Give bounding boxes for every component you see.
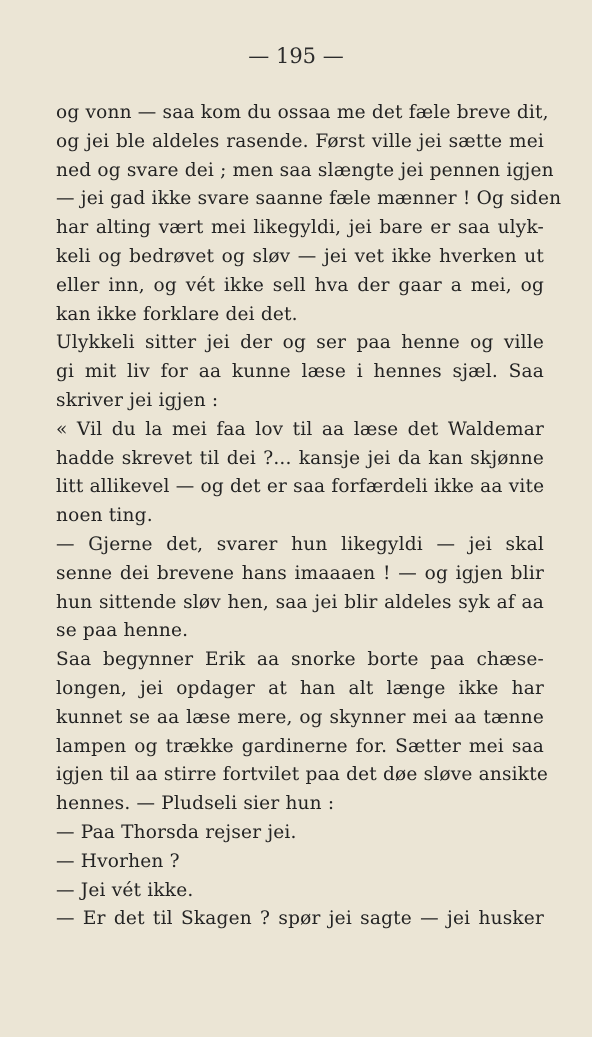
text-line: lampen og trække gardinerne for. Sætter mei saa xyxy=(56,735,544,757)
text-line: — jei gad ikke svare saanne fæle mænner ! Og siden xyxy=(56,188,562,210)
text-line: noen ting. xyxy=(56,505,153,527)
text-line: kunnet se aa læse mere, og skynner mei aa tænne xyxy=(56,706,544,728)
page-body xyxy=(56,99,562,934)
text-line: se paa henne. xyxy=(56,620,189,642)
text-line: gi mit liv for aa kunne læse i hennes sjæl. Saa xyxy=(56,361,544,383)
text-line: senne dei brevene hans imaaaen ! — og igjen blir xyxy=(56,562,544,584)
text-line: eller inn, og vét ikke sell hva der gaar a mei, og xyxy=(56,274,544,296)
text-line: — Gjerne det, svarer hun likegyldi — jei skal xyxy=(56,533,544,555)
text-line: longen, jei opdager at han alt længe ikke har xyxy=(56,677,544,699)
text-line: keli og bedrøvet og sløv — jei vet ikke hverken ut xyxy=(56,245,544,267)
text-line: hadde skrevet til dei ?... kansje jei da kan skjønne xyxy=(56,447,544,469)
text-line: og vonn — saa kom du ossaa me det fæle breve dit, xyxy=(56,102,549,123)
text-line: og jei ble aldeles rasende. Først ville jei sætte mei xyxy=(56,130,544,152)
text-line: har alting vært mei likegyldi, jei bare er saa ulyk- xyxy=(56,217,544,239)
text-line: skriver jei igjen : xyxy=(56,389,219,411)
text-line: — Jei vét ikke. xyxy=(56,879,194,901)
text-line: « Vil du la mei faa lov til aa læse det Waldemar xyxy=(56,418,544,440)
text-line: hennes. — Pludseli sier hun : xyxy=(56,793,335,815)
text-line: — Paa Thorsda rejser jei. xyxy=(56,821,297,843)
text-line: — Hvorhen ? xyxy=(56,850,180,872)
text-line: hun sittende sløv hen, saa jei blir aldeles syk af aa xyxy=(56,591,544,613)
text-line: ned og svare dei ; men saa slængte jei pennen igjen xyxy=(56,159,554,181)
text-line: litt allikevel — og det er saa forfærdeli ikke aa vite xyxy=(56,476,545,498)
text-line: — Er det til Skagen ? spør jei sagte — jei husker xyxy=(56,908,544,930)
page-number: — 195 — xyxy=(248,44,344,68)
text-line: kan ikke forklare dei det. xyxy=(56,303,298,325)
text-line: Saa begynner Erik aa snorke borte paa chæse- xyxy=(56,649,544,671)
text-line: igjen til aa stirre fortvilet paa det døe sløve ansikte xyxy=(56,764,548,786)
text-line: Ulykkeli sitter jei der og ser paa henne og ville xyxy=(56,332,544,354)
